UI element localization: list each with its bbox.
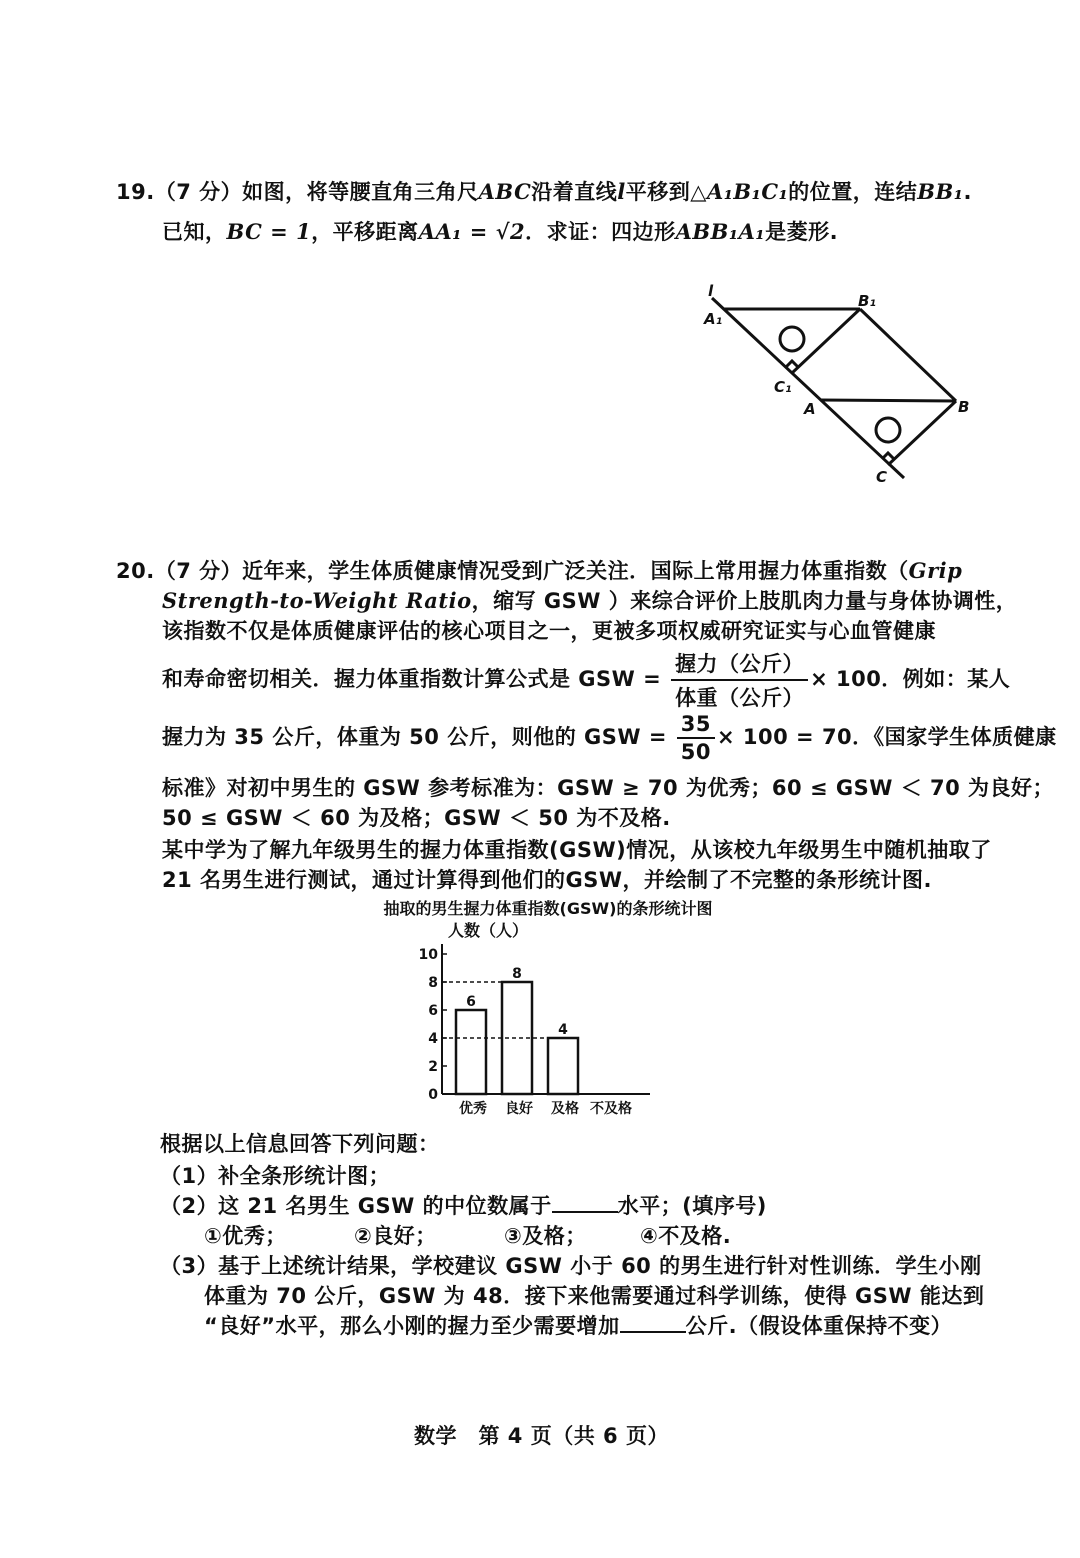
y-tick-label: 4 [428,1031,438,1047]
segment-b1c1 [792,309,860,373]
q20-text: 握力为 35 公斤，体重为 50 公斤，则他的 GSW = [162,725,667,749]
example-fraction [677,712,715,764]
x-tick-label: 良好 [505,1101,533,1117]
q19-line1 [116,176,972,206]
label-a1: A₁ [704,310,723,328]
q20-subq2-options [204,1220,731,1250]
q20-text: 水平；(填序号) [617,1194,767,1218]
gsw-formula-fraction [671,648,808,712]
q19-text: ，平移距离 [311,220,419,244]
q20-text: “良好”水平，那么小刚的握力至少需要增加 [204,1314,620,1338]
x-tick-label: 不及格 [590,1101,632,1117]
q20-line7: 50 ≤ GSW ＜ 60 为及格；GSW ＜ 50 为不及格. [162,806,671,830]
label-a: A [804,400,816,418]
q20-example-line [162,712,1057,764]
q20-line9: 21 名男生进行测试，通过计算得到他们的GSW，并绘制了不完整的条形统计图. [162,868,933,892]
q19-text: . [963,180,972,204]
q19-text: ．求证：四边形 [525,220,676,244]
q19-triangle-a1b1c1: A₁B₁C₁ [706,179,789,204]
data-label: 6 [466,994,476,1010]
q20-ask: 根据以上信息回答下列问题： [160,1132,440,1156]
q19-text: 的位置，连结 [788,180,918,204]
q20-text: × 100 = 70．《国家学生体质健康 [716,725,1057,749]
q20-subq1: （1）补全条形统计图； [160,1164,391,1188]
segment-b1b [860,309,956,401]
q19-quadrilateral: ABB₁A₁ [675,219,766,244]
chart-y-axis-label: 人数（人） [448,921,529,940]
q19-text: 如图，将等腰直角三角尺 [242,180,479,204]
q20-text: 公斤.（假设体重保持不变） [685,1314,953,1338]
q20-subq3-line1: （3）基于上述统计结果，学校建议 GSW 小于 60 的男生进行针对性训练．学生小刚 [160,1254,982,1278]
q20-line8: 某中学为了解九年级男生的握力体重指数(GSW)情况，从该校九年级男生中随机抽取了 [162,838,992,862]
q20-text: 近年来，学生体质健康情况受到广泛关注．国际上常用握力体重指数（ [242,559,909,583]
q19-text: 已知， [162,220,227,244]
segment-ab [820,400,956,401]
bar-及格 [548,1038,578,1094]
y-tick-label: 0 [428,1087,438,1103]
label-l: l [708,282,714,300]
option-1: ①优秀； [204,1224,287,1248]
q19-aa1-equation: AA₁ = √2 [418,219,526,244]
q19-triangle-abc: ABC [478,179,532,204]
q19-text: 沿着直线 [531,180,618,204]
data-label: 4 [558,1022,568,1038]
q20-text: （2）这 21 名男生 GSW 的中位数属于 [160,1194,552,1218]
q19-number: 19. [116,180,155,204]
y-tick-label: 10 [418,947,438,963]
page-footer: 数学 第 4 页（共 6 页） [414,1424,669,1448]
triangle-ruler-hole-1 [780,327,804,351]
q19-geometry-figure [690,278,990,488]
q20-subq2 [160,1190,767,1220]
q19-bc-equation: BC = 1 [226,219,312,244]
fraction-denominator: 体重（公斤） [675,686,805,710]
fraction-denominator: 50 [680,740,711,764]
q20-score: （7 分） [154,559,243,583]
answer-blank-grip-increase[interactable] [620,1313,686,1333]
q19-text: 是菱形. [765,220,839,244]
q20-text-en: Strength-to-Weight Ratio [162,588,472,613]
q19-line-l: l [617,179,626,204]
triangle-ruler-hole-2 [876,418,900,442]
option-3: ③及格； [504,1224,587,1248]
option-2: ②良好； [354,1224,437,1248]
gsw-bar-chart [330,892,770,1124]
bar-优秀 [456,1010,486,1094]
right-angle-mark-c [882,453,894,459]
x-tick-label: 优秀 [459,1101,487,1117]
fraction-numerator: 35 [677,712,715,739]
q19-segment-bb1: BB₁ [917,179,964,204]
x-tick-label: 及格 [551,1101,579,1117]
y-tick-label: 8 [428,975,438,991]
q20-subq3-line2: 体重为 70 公斤，GSW 为 48．接下来他需要通过科学训练，使得 GSW 能达到 [204,1284,985,1308]
fraction-numerator: 握力（公斤） [671,648,808,681]
answer-blank-median[interactable] [552,1193,618,1213]
q20-line6: 标准》对初中男生的 GSW 参考标准为：GSW ≥ 70 为优秀；60 ≤ GSW ＜ 70 为良好； [162,776,1055,800]
q20-line2 [162,585,1017,615]
q20-number: 20. [116,559,155,583]
chart-title: 抽取的男生握力体重指数(GSW)的条形统计图 [383,899,713,918]
label-b1: B₁ [858,292,877,310]
q20-text: × 100．例如：某人 [810,667,1011,691]
label-c: C [876,468,888,486]
q20-line1 [116,555,962,585]
q20-text-en: Grip [908,558,963,583]
q20-subq3-line3 [204,1310,952,1340]
y-tick-label: 6 [428,1003,438,1019]
option-4: ④不及格. [640,1224,732,1248]
y-tick-label: 2 [428,1059,438,1075]
q20-text: 和寿命密切相关．握力体重指数计算公式是 GSW = [162,667,662,691]
label-b: B [958,398,970,416]
q20-formula-line [162,648,1010,712]
q20-text: ，缩写 GSW ）来综合评价上肢肌肉力量与身体协调性， [471,589,1018,613]
q19-score: （7 分） [154,180,243,204]
right-angle-mark-c1 [786,361,798,367]
q19-text: 平移到△ [625,180,707,204]
data-label: 8 [512,966,522,982]
q20-line3: 该指数不仅是体质健康评估的核心项目之一，更被多项权威研究证实与心血管健康 [162,619,936,643]
label-c1: C₁ [774,378,792,396]
q19-line2 [162,216,838,246]
